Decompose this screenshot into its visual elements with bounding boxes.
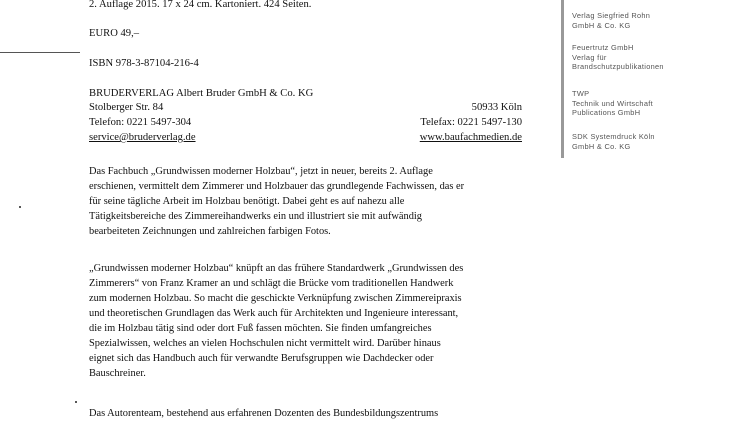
text-line: zum modernen Holzbau. So macht die geschickte Verknüpfung zwischen Zimmereipraxis xyxy=(89,293,462,304)
paragraph-description xyxy=(89,261,463,381)
sidebar-entry-rohn xyxy=(572,11,650,30)
sidebar-entry-feuertrutz xyxy=(572,43,664,72)
text-line: Tätigkeitsbereiche des Zimmereihandwerks ein und illustriert sie mit aufwändig xyxy=(89,211,422,222)
sidebar-line: Brandschutzpublikationen xyxy=(572,62,664,71)
website-link[interactable]: www.baufachmedien.de xyxy=(419,132,522,143)
sidebar-line: GmbH & Co. KG xyxy=(572,20,631,30)
sidebar-entry-twp xyxy=(572,89,653,118)
publisher-phone: Telefon: 0221 5497-304 xyxy=(89,117,192,128)
email-link[interactable]: service@bruderverlag.de xyxy=(89,132,196,143)
text-line: Zimmerers“ von Franz Kramer an und schlägt die Brücke vom traditionellen Handwerk xyxy=(89,278,454,289)
text-line: erschienen, vermittelt dem Zimmerer und Holzbauer das grundlegende Fachwissen, das er xyxy=(89,181,465,192)
sidebar-line: Verlag für xyxy=(572,52,607,62)
publisher-group-sidebar xyxy=(561,0,744,158)
text-line: Bauschreiner. xyxy=(89,368,146,379)
price: EURO 49,– xyxy=(89,28,140,39)
sidebar-line: Feuertrutz GmbH xyxy=(572,43,634,52)
text-line: bearbeiteten Zeichnungen und zahlreichen farbigen Fotos. xyxy=(89,226,331,237)
sidebar-line: TWP xyxy=(572,89,590,98)
publisher-fax: Telefax: 0221 5497-130 xyxy=(420,117,522,128)
text-line: die im Holzbau tätig sind oder dort Fuß fassen möchten. Sie finden umfangreiches xyxy=(89,323,432,334)
sidebar-line: GmbH & Co. KG xyxy=(572,141,631,151)
text-line: für seine tägliche Arbeit im Holzbau benötigt. Dabei geht es auf nahezu alle xyxy=(89,196,405,207)
isbn: ISBN 978-3-87104-216-4 xyxy=(89,58,199,69)
text-line: Das Fachbuch „Grundwissen moderner Holzbau“, jetzt in neuer, bereits 2. Auflage xyxy=(89,166,433,177)
edition-info: 2. Auflage 2015. 17 x 24 cm. Kartoniert. 424 Seiten. xyxy=(89,0,312,10)
publisher-city: 50933 Köln xyxy=(471,102,522,113)
publisher-name: BRUDERVERLAG Albert Bruder GmbH & Co. KG xyxy=(89,88,314,99)
sidebar-entry-sdk xyxy=(572,132,655,151)
sidebar-line: Publications GmbH xyxy=(572,108,641,117)
divider-line xyxy=(0,52,80,53)
publisher-street: Stolberger Str. 84 xyxy=(89,102,164,113)
text-line: „Grundwissen moderner Holzbau“ knüpft an das frühere Standardwerk „Grundwissen des xyxy=(89,263,464,274)
text-line: eignet sich das Handbuch auch für verwandte Berufsgruppen wie Dachdecker oder xyxy=(89,353,434,364)
paragraph-intro xyxy=(89,164,464,239)
text-line: Spezialwissen, welches an vielen Hochschulen nicht vermittelt wird. Darüber hinaus xyxy=(89,338,441,349)
sidebar-line: SDK Systemdruck Köln xyxy=(572,132,655,141)
text-line: und theoretischen Grundlagen das Werk auch für Architekten und Ingenieure interessant, xyxy=(89,308,459,319)
sidebar-line: Technik und Wirtschaft xyxy=(572,98,653,108)
bullet-dot xyxy=(75,401,77,403)
text-line: Das Autorenteam, bestehend aus erfahrenen Dozenten des Bundesbildungszentrums xyxy=(89,408,439,419)
bullet-dot xyxy=(19,206,21,208)
sidebar-line: Verlag Siegfried Rohn xyxy=(572,11,651,20)
